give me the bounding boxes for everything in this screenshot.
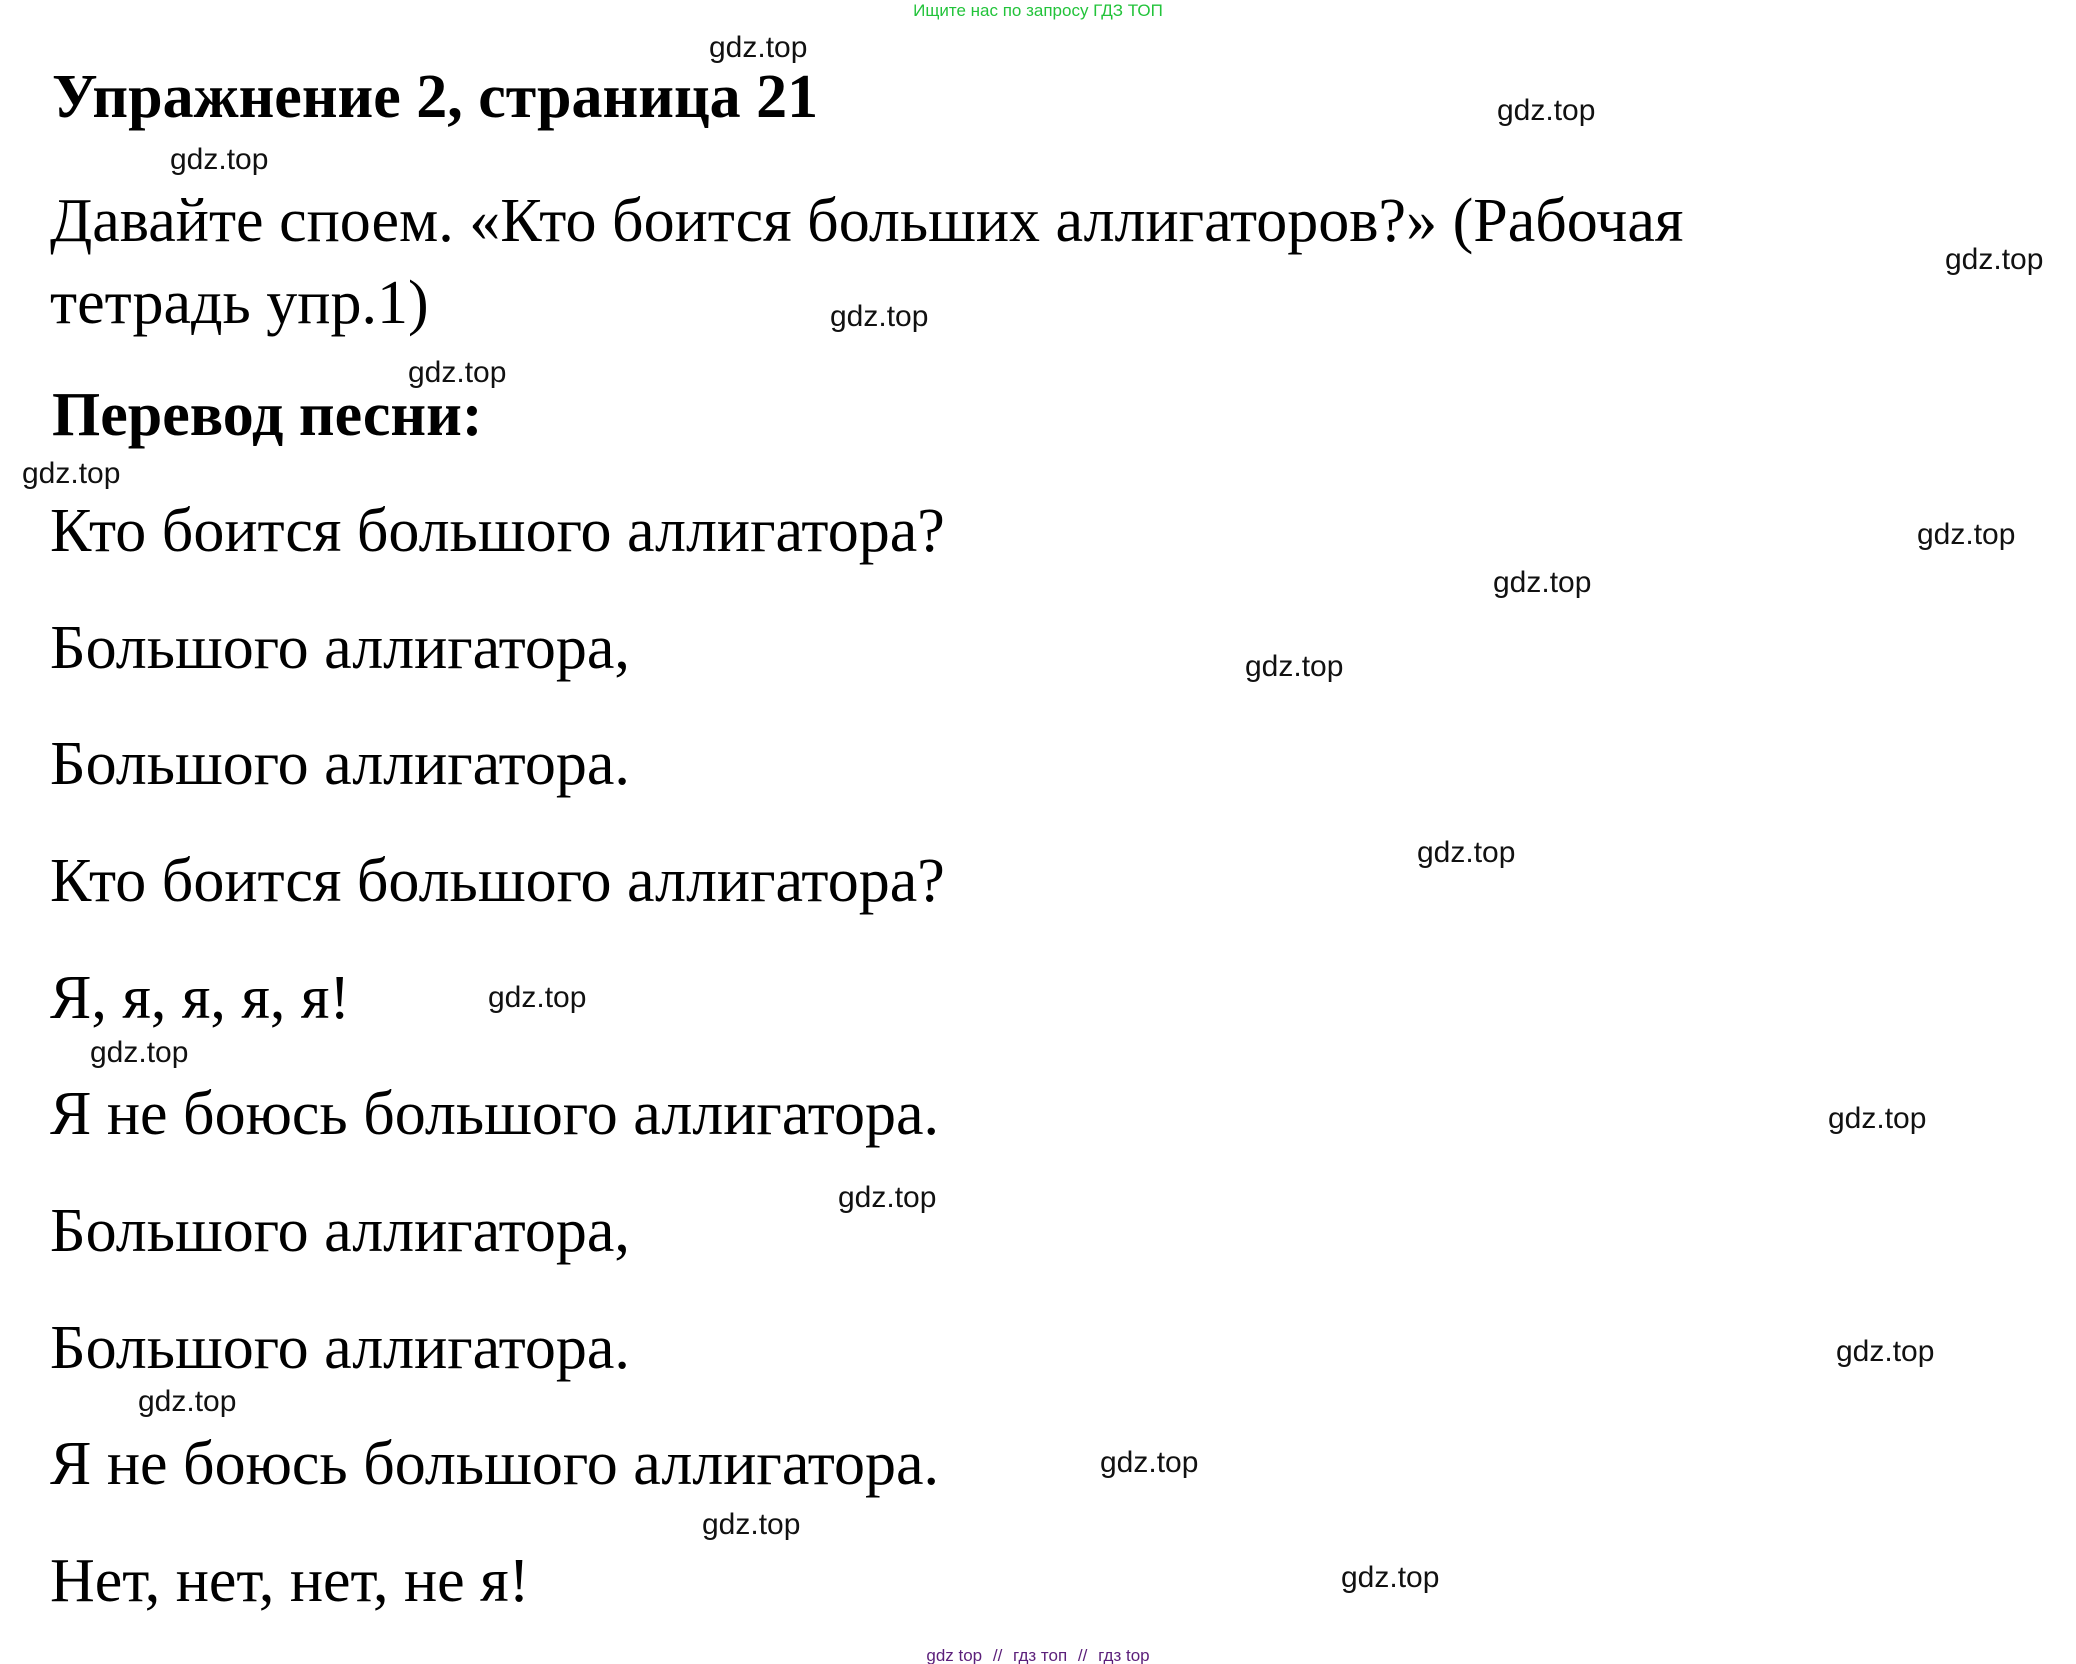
watermark: gdz.top (408, 356, 507, 389)
footer-separator: // (1077, 1646, 1088, 1664)
lyric-line-8: Большого аллигатора. (50, 1314, 630, 1382)
lyric-line-7: Большого аллигатора, (50, 1197, 630, 1265)
watermark: gdz.top (830, 300, 929, 333)
lyric-line-2: Большого аллигатора, (50, 614, 630, 682)
section-subtitle: Перевод песни: (52, 381, 483, 449)
page-title: Упражнение 2, страница 21 (52, 63, 819, 131)
footer-links (0, 1646, 2076, 1664)
lyric-line-1: Кто боится большого аллигатора? (50, 497, 945, 565)
watermark: gdz.top (1341, 1561, 1440, 1594)
watermark: gdz.top (1497, 94, 1596, 127)
lyric-line-4: Кто боится большого аллигатора? (50, 847, 945, 915)
footer-separator: // (992, 1646, 1003, 1664)
intro-text: Давайте споем. «Кто боится больших аллигаторов?» (Рабочая тетрадь упр.1) (50, 187, 1684, 337)
watermark: gdz.top (1828, 1102, 1927, 1135)
watermark: gdz.top (170, 143, 269, 176)
lyric-line-10: Нет, нет, нет, не я! (50, 1547, 530, 1615)
watermark: gdz.top (22, 457, 121, 490)
lyric-line-3: Большого аллигатора. (50, 730, 630, 798)
watermark: gdz.top (702, 1508, 801, 1541)
watermark: gdz.top (1493, 566, 1592, 599)
footer-link-gdz-top-ru[interactable]: гдз топ (1013, 1646, 1068, 1664)
watermark: gdz.top (1100, 1446, 1199, 1479)
footer-link-gdz-top[interactable]: gdz top (926, 1646, 983, 1664)
watermark: gdz.top (90, 1036, 189, 1069)
watermark: gdz.top (488, 981, 587, 1014)
footer-link-gdz-top-mixed[interactable]: гдз top (1098, 1646, 1150, 1664)
lyric-line-6: Я не боюсь большого аллигатора. (50, 1080, 940, 1148)
watermark: gdz.top (838, 1181, 937, 1214)
watermark: gdz.top (138, 1385, 237, 1418)
watermark: gdz.top (709, 31, 808, 64)
watermark: gdz.top (1836, 1335, 1935, 1368)
watermark: gdz.top (1917, 518, 2016, 551)
top-banner[interactable]: Ищите нас по запросу ГДЗ ТОП (913, 1, 1163, 20)
lyric-line-5: Я, я, я, я, я! (50, 964, 351, 1032)
watermark: gdz.top (1417, 836, 1516, 869)
watermark: gdz.top (1245, 650, 1344, 683)
lyric-line-9: Я не боюсь большого аллигатора. (50, 1430, 940, 1498)
watermark: gdz.top (1945, 243, 2044, 276)
